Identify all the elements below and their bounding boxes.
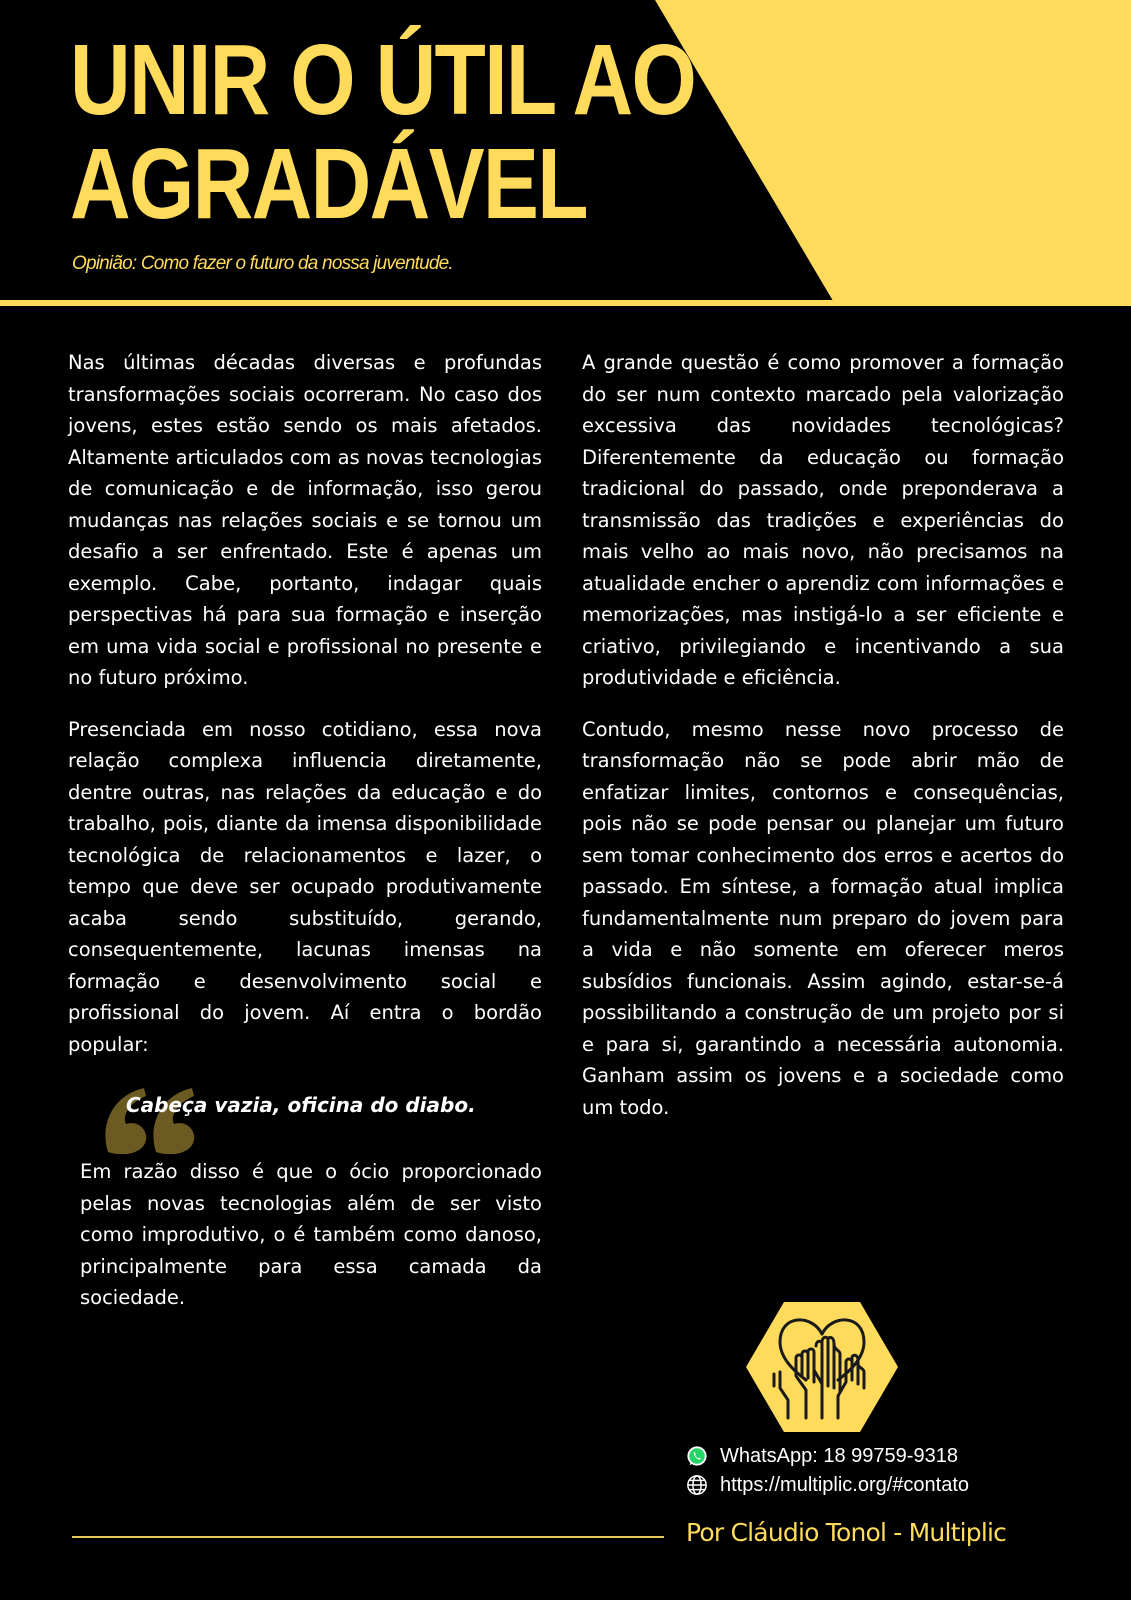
article-paragraph: Nas últimas décadas diversas e profundas transformações sociais ocorreram. No caso dos jovens, estes estão sendo os mais afetados. Altamente articulados com as novas tecnologias de comunicação e de informação, isso gerou mudanças nas relações sociais e se tornou um desafio a ser enfrentado. Este é apenas um exemplo. Cabe, portanto, indagar quais perspectivas há para sua formação e inserção em uma vida social e profissional no presente e no futuro próximo. — [68, 351, 542, 689]
article-paragraph: Presenciada em nosso cotidiano, essa nova relação complexa influencia diretamente, dentre outras, nas relações da educação e do trabalho, pois, diante da imensa disponibilidade tecnológica de relacionamentos e lazer, o tempo que deve ser ocupado produtivamente acaba sendo substituído, gerando, consequentemente, lacunas imensas na formação e desenvolvimento social e profissional do jovem. Aí entra o bordão popular: — [68, 717, 542, 1056]
whatsapp-icon — [686, 1445, 708, 1467]
raised-hands-heart-icon — [746, 1300, 898, 1434]
whatsapp-number: WhatsApp: 18 99759-9318 — [720, 1444, 958, 1467]
article-column-right — [582, 347, 1064, 1143]
title-line-2: AGRADÁVEL — [70, 128, 587, 240]
article-paragraph: Em razão disso é que o ócio proporcionado pelas novas tecnologias além de ser visto como improdutivo, o é também como danoso, principalmente para essa camada da sociedade. — [80, 1160, 542, 1309]
footer-divider — [72, 1536, 664, 1538]
author-byline: Por Cláudio Tonol - Multiplic — [686, 1518, 1007, 1547]
website-url: https://multiplic.org/#contato — [720, 1473, 970, 1496]
quote-text: Cabeça vazia, oficina do diabo. — [126, 1093, 476, 1117]
title-line-1: UNIR O ÚTIL AO — [70, 24, 696, 136]
subtitle: Opinião: Como fazer o futuro da nossa juventude. — [72, 253, 453, 274]
article-paragraph: A grande questão é como promover a formação do ser num contexto marcado pela valorização excessiva das novidades tecnológicas? Diferentemente da educação ou formação tradicional do passado, onde preponderava a transmissão das tradições e experiências do mais velho ao mais novo, não precisamos na atualidade encher o aprendiz com informações e memorizações, mas instigá-lo a ser eficiente e criativo, privilegiando e incentivando a sua produtividade e eficiência. — [582, 351, 1064, 689]
pull-quote — [68, 1064, 542, 1156]
contact-website[interactable] — [686, 1472, 969, 1498]
page-title — [70, 24, 696, 240]
globe-icon — [686, 1474, 708, 1496]
article-paragraph: Contudo, mesmo nesse novo processo de transformação não se pode abrir mão de enfatizar limites, contornos e consequências, pois não se pode pensar ou planejar um futuro sem tomar conhecimento dos erros e acertos do passado. Em síntese, a formação atual implica fundamentalmente num preparo do jovem para a vida e não somente em oferecer meros subsídios funcionais. Assim agindo, estar-se-á possibilitando a construção de um projeto por si e para si, garantindo a necessária autonomia. Ganham assim os jovens e a sociedade como um todo. — [582, 717, 1064, 1119]
header-divider — [0, 300, 842, 306]
contact-whatsapp[interactable] — [686, 1443, 958, 1469]
article-column-left — [68, 347, 542, 1314]
